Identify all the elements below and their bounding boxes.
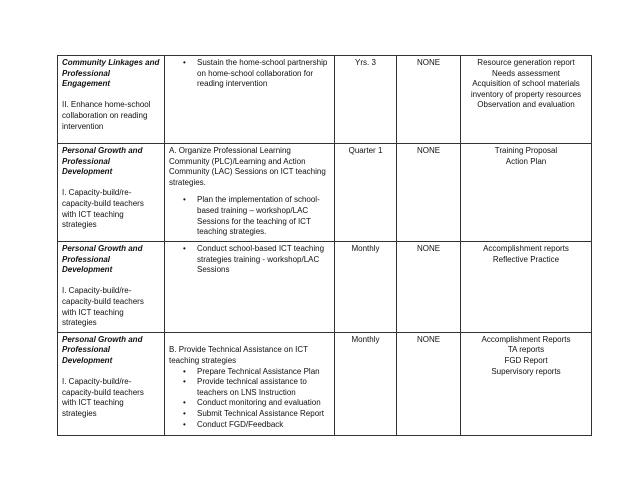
activity-cell xyxy=(165,242,335,333)
activity-intro: B. Provide Technical Assistance on ICT teaching strategies xyxy=(169,345,308,365)
evidence-item: Supervisory reports xyxy=(491,366,561,376)
evidence-item: Observation and evaluation xyxy=(477,100,575,110)
evidence-item: TA reports xyxy=(507,345,545,355)
activity-cell xyxy=(165,332,335,435)
area-cell xyxy=(58,332,165,435)
objective-text: I. Capacity-build/re-capacity-build teachers with ICT teaching strategies xyxy=(62,188,144,230)
evidence-item: FGD Report xyxy=(504,355,548,365)
evidence-item: Action Plan xyxy=(505,156,547,166)
table-row xyxy=(58,56,592,144)
activity-bullets xyxy=(169,244,330,276)
table-row xyxy=(58,332,592,435)
evidence-cell xyxy=(461,56,592,144)
evidence-item: Accomplishment reports xyxy=(483,244,569,253)
timeframe-cell: Monthly xyxy=(335,242,397,333)
list-item: • Conduct monitoring and evaluation xyxy=(197,398,330,409)
evidence-item: Accomplishment Reports xyxy=(481,334,571,344)
evidence-item: inventory of property resources xyxy=(470,89,582,99)
evidence-cell xyxy=(461,144,592,242)
activity-cell xyxy=(165,144,335,242)
timeframe-cell: Yrs. 3 xyxy=(335,56,397,144)
evidence-item: Resource generation report xyxy=(477,58,575,67)
list-item: • Submit Technical Assistance Report xyxy=(197,409,330,420)
activity-bullets xyxy=(169,367,330,431)
list-item: • Sustain the home-school partnership on home-school collaboration for reading intervention xyxy=(197,58,330,90)
objective-text: II. Enhance home-school collaboration on reading intervention xyxy=(62,100,151,131)
activity-intro: A. Organize Professional Learning Community (PLC)/Learning and Action Community (LAC) Sessions on ICT teaching strategies. xyxy=(169,146,326,187)
list-item: • Plan the implementation of school-based training – workshop/LAC Sessions for the teaching of ICT teaching strategies. xyxy=(197,195,330,237)
table-row xyxy=(58,242,592,333)
timeframe-cell: Monthly xyxy=(335,332,397,435)
evidence-item: Reflective Practice xyxy=(492,254,560,264)
objective-text: I. Capacity-build/re-capacity-build teachers with ICT teaching strategies xyxy=(62,377,144,418)
list-item: • Conduct school-based ICT teaching strategies training - workshop/LAC Sessions xyxy=(197,244,330,276)
evidence-item: Acquisition of school materials xyxy=(472,79,580,89)
list-item: • Prepare Technical Assistance Plan xyxy=(197,367,330,378)
objective-text: I. Capacity-build/re-capacity-build teachers with ICT teaching strategies xyxy=(62,286,144,328)
activity-cell xyxy=(165,56,335,144)
evidence-cell xyxy=(461,242,592,333)
area-title: Personal Growth and Professional Development xyxy=(62,334,143,365)
timeframe-cell: Quarter 1 xyxy=(335,144,397,242)
area-cell xyxy=(58,242,165,333)
budget-cell: NONE xyxy=(397,56,461,144)
activity-bullets xyxy=(169,195,330,237)
evidence-item: Training Proposal xyxy=(494,146,558,155)
evidence-item: Needs assessment xyxy=(491,68,561,78)
activity-bullets xyxy=(169,58,330,90)
area-title: Community Linkages and Professional Engagement xyxy=(62,58,160,89)
list-item: • Provide technical assistance to teachers on LNS Instruction xyxy=(197,377,330,398)
list-item: • Conduct FGD/Feedback xyxy=(197,420,330,431)
budget-cell: NONE xyxy=(397,332,461,435)
budget-cell: NONE xyxy=(397,144,461,242)
evidence-cell xyxy=(461,332,592,435)
area-title: Personal Growth and Professional Development xyxy=(62,244,143,275)
area-cell xyxy=(58,56,165,144)
budget-cell: NONE xyxy=(397,242,461,333)
area-cell xyxy=(58,144,165,242)
table-row xyxy=(58,144,592,242)
action-plan-table xyxy=(57,55,592,436)
area-title: Personal Growth and Professional Development xyxy=(62,146,143,177)
